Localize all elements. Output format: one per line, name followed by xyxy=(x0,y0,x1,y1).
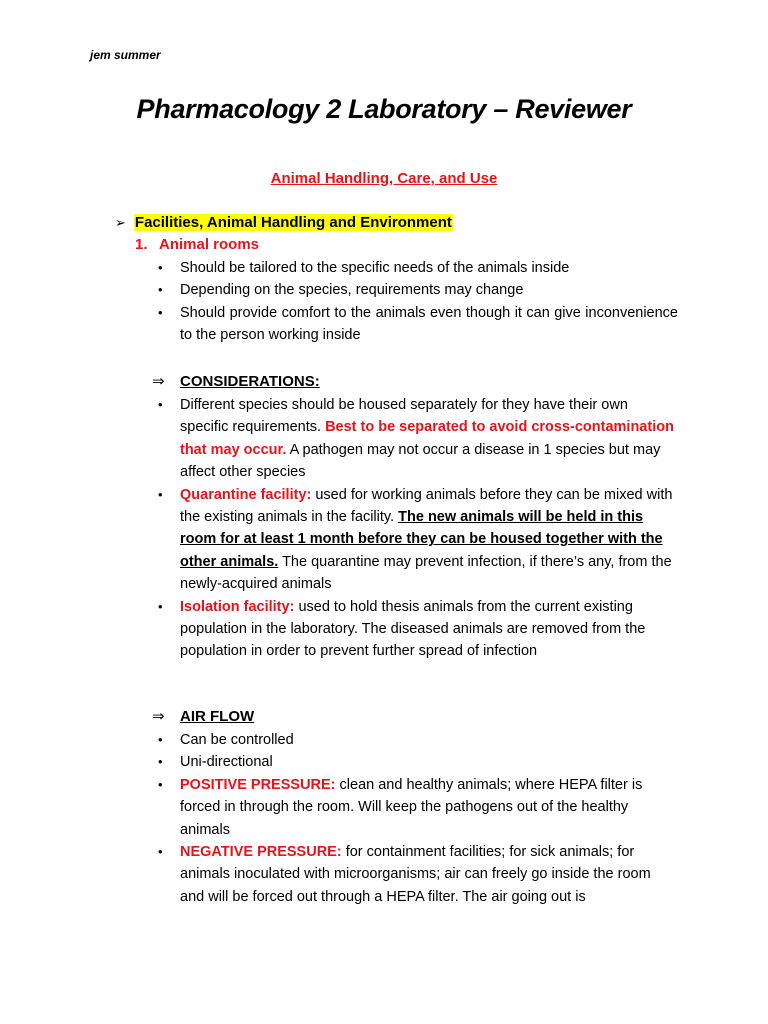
list-item: • Should provide comfort to the animals even though it can give inconvenience to the person working inside xyxy=(152,302,678,347)
subtitle: Animal Handling, Care, and Use xyxy=(270,170,498,187)
list-item: • NEGATIVE PRESSURE: for containment facilities; for sick animals; for animals inoculated with microorganisms; air can freely go inside the room and will be forced out through a HEPA filter. The air going out is xyxy=(152,841,678,908)
numbered-heading-label: Animal rooms xyxy=(159,236,260,253)
bullet-icon: • xyxy=(158,844,163,860)
bullet-icon: • xyxy=(158,754,163,770)
animal-rooms-list xyxy=(152,257,678,347)
list-item: • Isolation facility: used to hold thesis animals from the current existing population in the laboratory. The diseased animals are removed from the population in order to prevent further spread of infection xyxy=(152,596,678,663)
bullet-icon: • xyxy=(158,486,163,502)
list-item: • Quarantine facility: used for working animals before they can be mixed with the existing animals in the facility. The new animals will be held in this room for at least 1 month before they can be housed together with the other animals. The quarantine may prevent infection, if there’s any, from the newly-acquired animals xyxy=(152,484,678,596)
bullet-icon: • xyxy=(158,776,163,792)
list-number: 1. xyxy=(135,236,148,253)
bullet-icon: • xyxy=(158,732,163,747)
page-title: Pharmacology 2 Laboratory – Reviewer xyxy=(136,94,632,124)
list-item: • POSITIVE PRESSURE: clean and healthy animals; where HEPA filter is forced in through the room. Will keep the pathogens out of the healthy animals xyxy=(152,774,678,841)
bullet-icon: • xyxy=(158,260,163,275)
numbered-heading xyxy=(135,236,259,253)
considerations-heading: ⇒ CONSIDERATIONS: xyxy=(152,373,320,390)
list-item: • Can be controlled xyxy=(152,729,678,751)
list-item: • Different species should be housed separately for they have their own specific requirements. Best to be separated to avoid cross-contamination that may occur. A pathogen may not occur a disease in 1 species but may affect other species xyxy=(152,394,678,484)
bullet-icon: • xyxy=(158,282,163,298)
bullet-icon: • xyxy=(158,397,163,412)
arrow-bullet-icon: ➢ xyxy=(115,215,126,230)
considerations-list xyxy=(152,394,678,663)
list-item: • Uni-directional xyxy=(152,751,678,773)
implies-arrow-icon: ⇒ xyxy=(152,373,165,390)
author-name: jem summer xyxy=(90,48,161,62)
list-item: • Depending on the species, requirements may change xyxy=(152,279,678,301)
list-item: • Should be tailored to the specific needs of the animals inside xyxy=(152,257,678,279)
bullet-icon: • xyxy=(158,598,163,614)
airflow-list xyxy=(152,729,678,908)
implies-arrow-icon: ⇒ xyxy=(152,708,165,725)
section-heading xyxy=(115,214,453,231)
airflow-heading: ⇒ AIR FLOW xyxy=(152,708,255,725)
bullet-icon: • xyxy=(158,304,163,320)
section-heading-label: Facilities, Animal Handling and Environment xyxy=(134,214,452,231)
